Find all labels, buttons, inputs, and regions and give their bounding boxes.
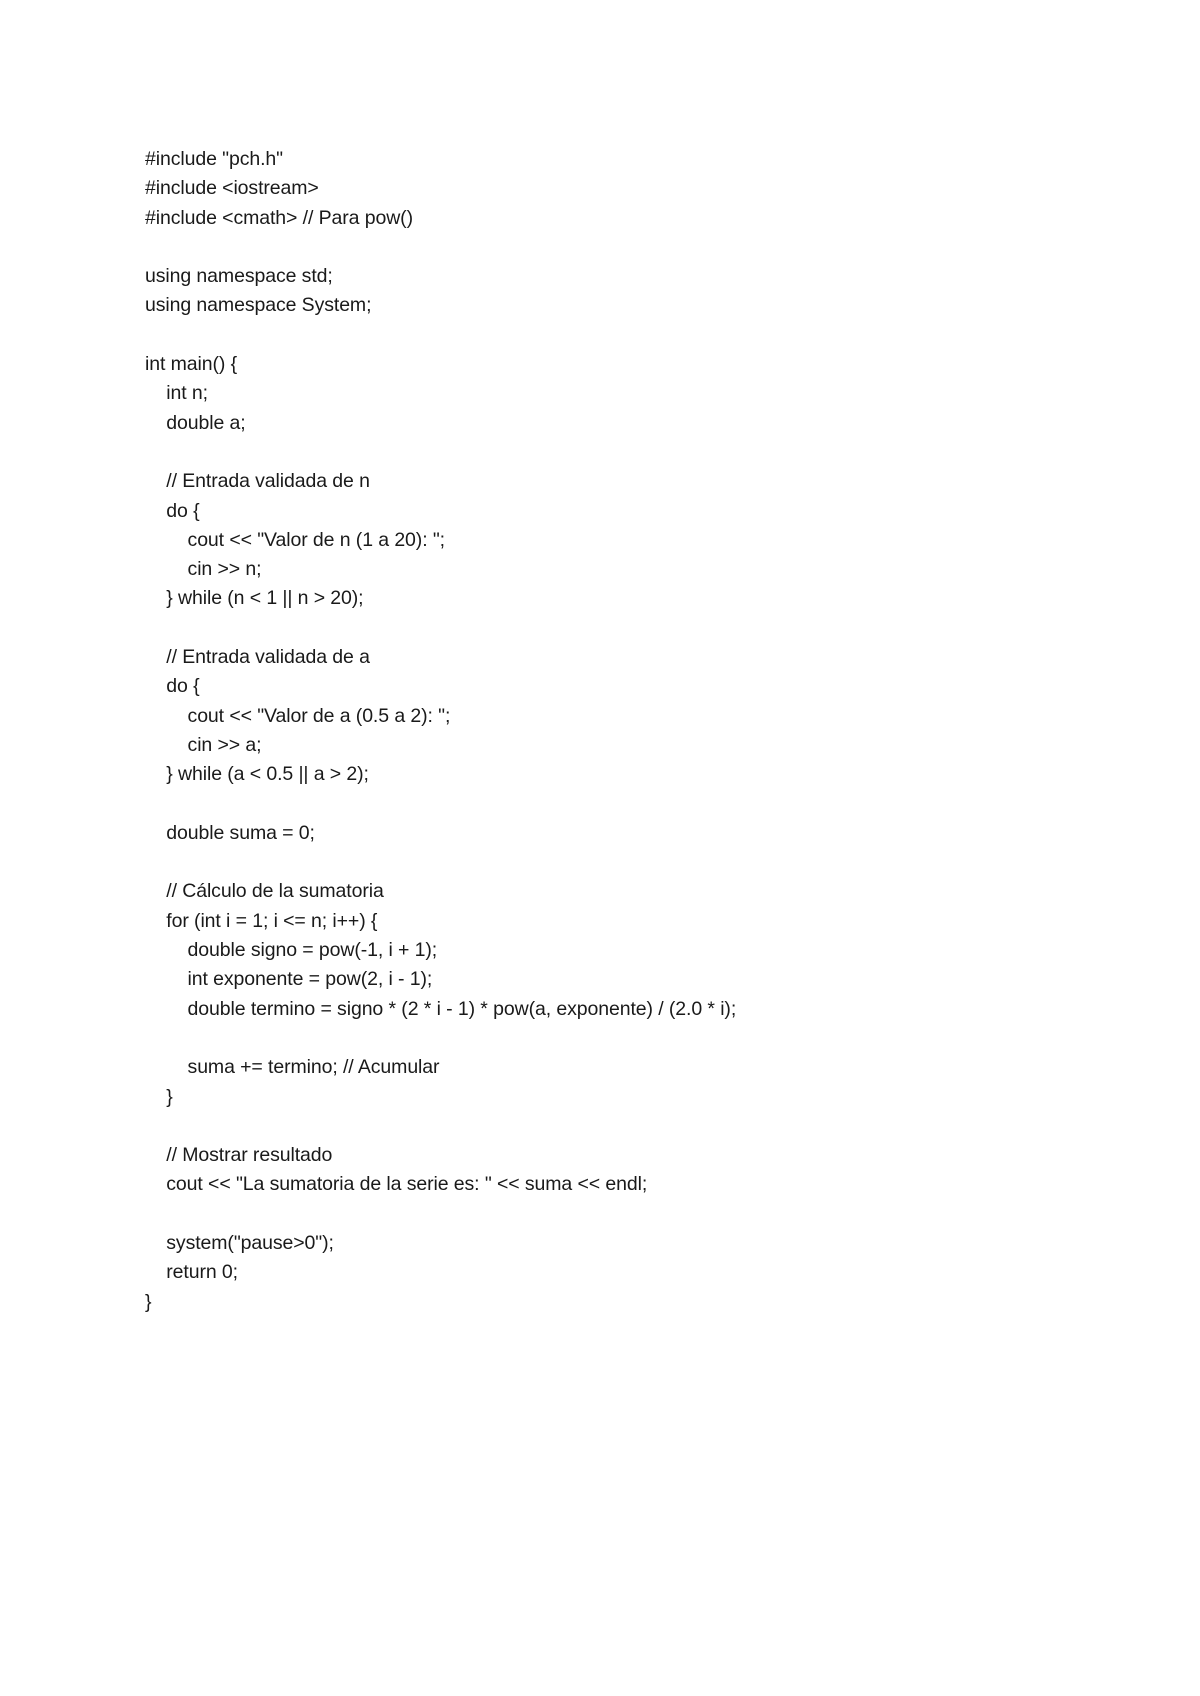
code-line: cout << "La sumatoria de la serie es: " << suma << endl; [145,1173,648,1196]
code-line [145,614,1145,643]
code-line: double suma = 0; [145,821,315,844]
code-line: system("pause>0"); [145,1231,334,1254]
code-line: } [145,1085,173,1108]
code-line: int n; [145,382,208,405]
code-line [145,1112,1145,1141]
code-line [145,848,1145,877]
code-line: #include <cmath> // Para pow() [145,206,413,229]
code-line: cin >> a; [145,733,262,756]
code-line: int main() { [145,353,237,376]
code-line: for (int i = 1; i <= n; i++) { [145,909,378,932]
code-line: // Cálculo de la sumatoria [145,880,384,903]
code-line: } while (n < 1 || n > 20); [145,587,364,610]
code-listing [145,145,1145,1317]
code-line [145,790,1145,819]
code-line: double signo = pow(-1, i + 1); [145,939,438,962]
code-line [145,1200,1145,1229]
code-line: cin >> n; [145,558,262,581]
code-line: cout << "Valor de n (1 a 20): "; [145,528,445,551]
code-line: #include <iostream> [145,177,319,200]
code-line [145,438,1145,467]
code-line: do { [145,499,200,522]
code-line: // Entrada validada de n [145,470,370,493]
code-line: using namespace std; [145,265,333,288]
code-line: using namespace System; [145,294,372,317]
code-line: // Mostrar resultado [145,1144,333,1167]
code-line: do { [145,675,200,698]
code-line: double a; [145,411,246,434]
code-line: #include "pch.h" [145,148,284,170]
code-line: suma += termino; // Acumular [145,1056,440,1079]
code-line: cout << "Valor de a (0.5 a 2): "; [145,704,451,727]
code-line [145,1024,1145,1053]
code-line: return 0; [145,1261,238,1284]
code-line: // Entrada validada de a [145,646,370,669]
code-line [145,233,1145,262]
code-line: int exponente = pow(2, i - 1); [145,968,433,991]
code-line [145,321,1145,350]
code-line: } [145,1290,152,1313]
code-line: } while (a < 0.5 || a > 2); [145,763,369,786]
code-line: double termino = signo * (2 * i - 1) * pow(a, exponente) / (2.0 * i); [145,997,737,1020]
